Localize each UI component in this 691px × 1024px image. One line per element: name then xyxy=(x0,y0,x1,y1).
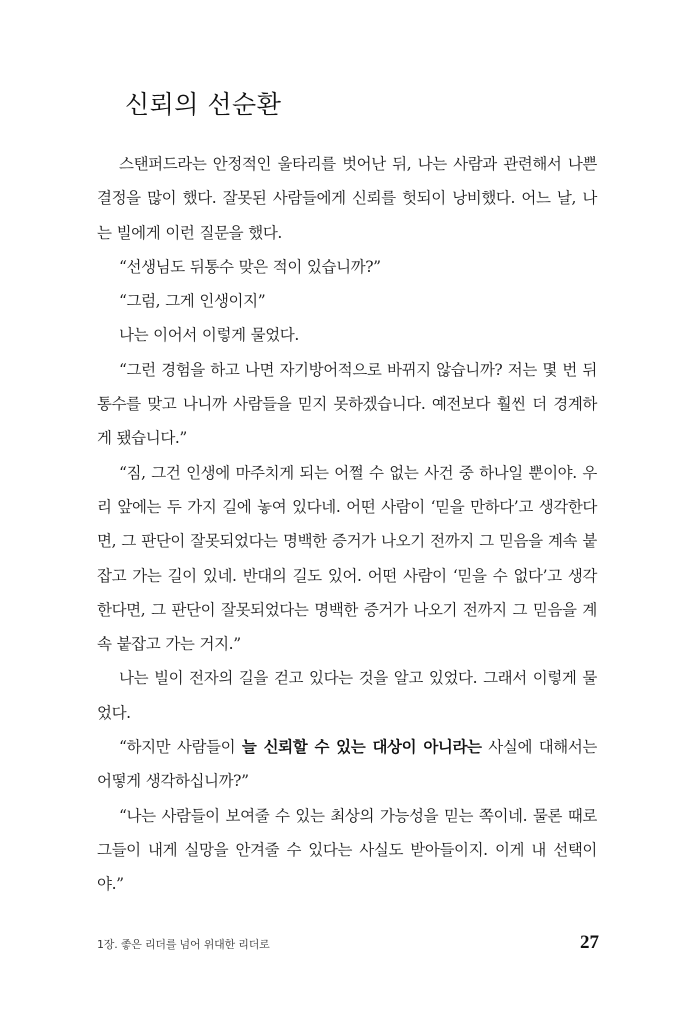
body-text xyxy=(97,147,597,902)
paragraph xyxy=(97,353,597,456)
paragraph-text: “짐, 그건 인생에 마주치게 되는 어쩔 수 없는 사건 중 하나일 뿐이야. 우리 앞에는 두 가지 길에 놓여 있다네. 어떤 사람이 ‘믿을 만하다’고 생각한다면, 그 판단이 잘못되었다는 명백한 증거가 나오기 전까지 그 믿음을 계속 붙잡고 가는 길이 있네. 반대의 길도 있어. 어떤 사람이 ‘믿을 수 없다’고 생각한다면, 그 판단이 잘못되었다는 명백한 증거가 나오기 전까지 그 믿음을 계속 붙잡고 가는 거지.” xyxy=(97,463,597,654)
paragraph-text: 나는 이어서 이렇게 물었다. xyxy=(119,326,299,345)
paragraph xyxy=(97,799,597,902)
running-footer-chapter: 1장. 좋은 리더를 넘어 위대한 리더로 xyxy=(97,938,270,951)
paragraph xyxy=(97,730,597,799)
paragraph xyxy=(97,284,597,318)
section-title: 신뢰의 선순환 xyxy=(125,90,282,119)
paragraph-text-end: 사실에 대해서는 어떻게 생각하십니까?” xyxy=(97,738,597,791)
paragraph-text: “그런 경험을 하고 나면 자기방어적으로 바뀌지 않습니까? 저는 몇 번 뒤통수를 맞고 나니까 사람들을 믿지 못하겠습니다. 예전보다 훨씬 더 경계하게 됐습니다.” xyxy=(97,360,597,448)
paragraph xyxy=(97,661,597,730)
paragraph-text-start: “하지만 사람들이 xyxy=(119,738,242,757)
page-number: 27 xyxy=(580,932,599,953)
paragraph-text: “나는 사람들이 보여줄 수 있는 최상의 가능성을 믿는 쪽이네. 물론 때로 그들이 내게 실망을 안겨줄 수 있다는 사실도 받아들이지. 이게 내 선택이야.” xyxy=(97,806,597,894)
paragraph xyxy=(97,250,597,284)
paragraph-text: 나는 빌이 전자의 길을 걷고 있다는 것을 알고 있었다. 그래서 이렇게 물었다. xyxy=(97,669,597,722)
paragraph-text: 스탠퍼드라는 안정적인 울타리를 벗어난 뒤, 나는 사람과 관련해서 나쁜 결정을 많이 했다. 잘못된 사람들에게 신뢰를 헛되이 낭비했다. 어느 날, 나는 빌에게 이런 질문을 했다. xyxy=(97,155,597,242)
paragraph xyxy=(97,147,597,250)
paragraph xyxy=(97,456,597,662)
paragraph-text: “선생님도 뒤통수 맞은 적이 있습니까?” xyxy=(119,257,381,276)
emphasized-text: 늘 신뢰할 수 있는 대상이 아니라는 xyxy=(241,737,482,757)
paragraph xyxy=(97,318,597,352)
paragraph-text: “그럼, 그게 인생이지” xyxy=(119,292,266,311)
